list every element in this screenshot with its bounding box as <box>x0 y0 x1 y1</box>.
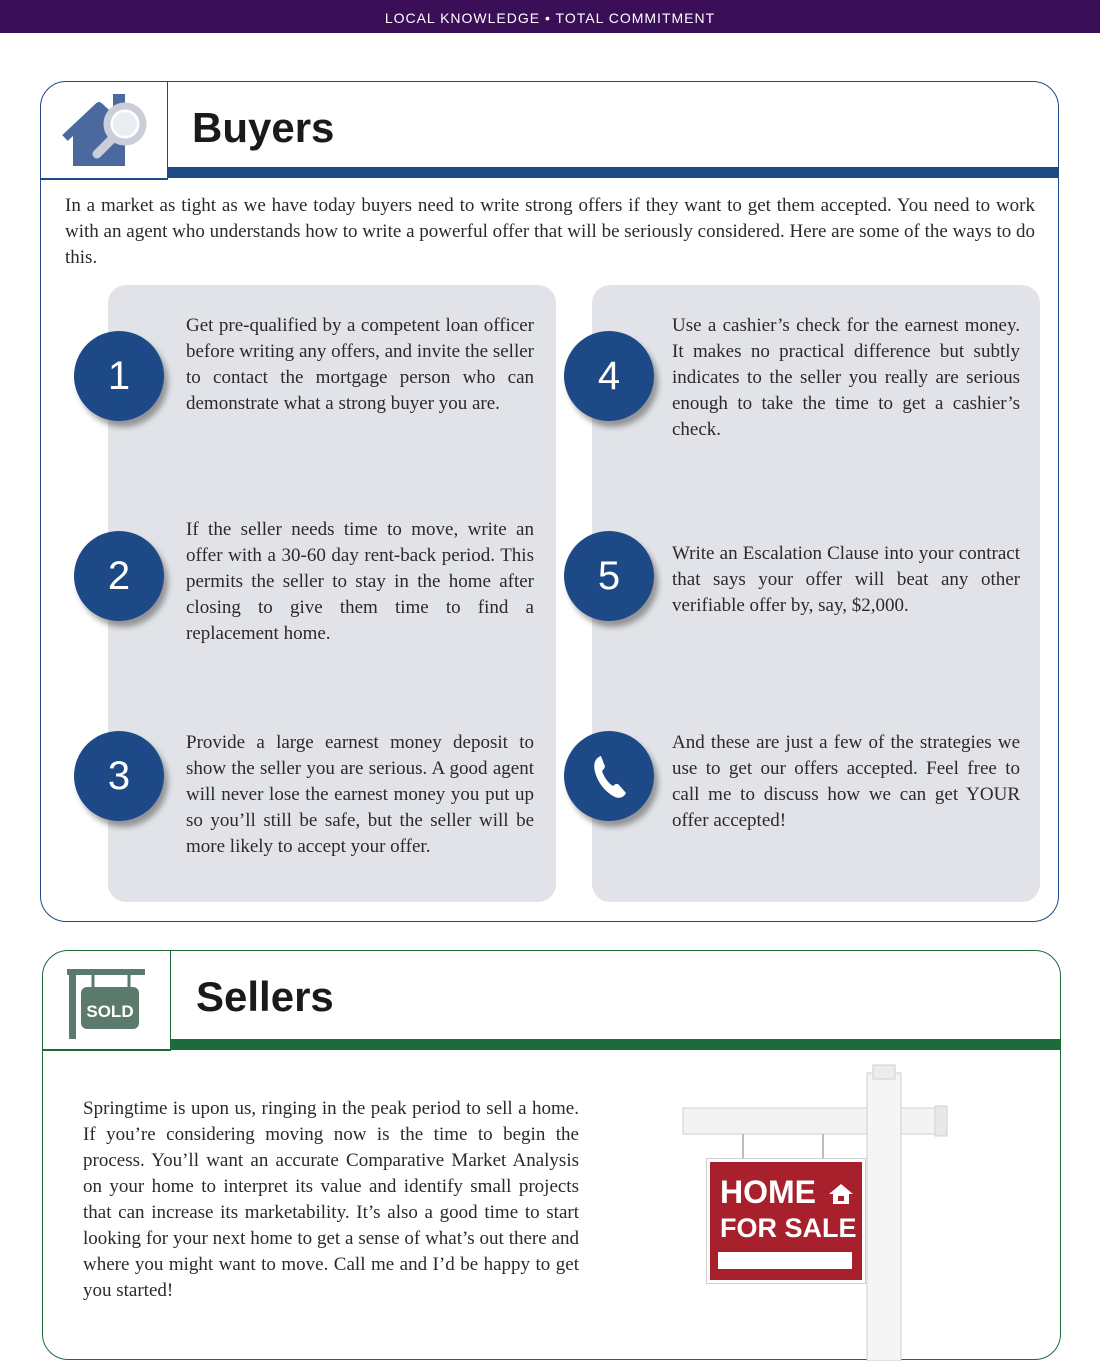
step-1-text: Get pre-qualified by a competent loan officer before writing any offers, and invite the seller to contact the mortgage person who can demonstrate what a strong buyer you are. <box>186 315 534 414</box>
step-4-text: Use a cashier’s check for the earnest money. It makes no practical difference but subtly indicates to the seller you really are serious enough to take the time to get a cashier’s check. <box>672 315 1020 440</box>
buyers-panel-left <box>108 285 556 902</box>
buyers-title: Buyers <box>192 104 335 151</box>
home-for-sale-sign <box>673 1061 963 1361</box>
buyers-rule-thick <box>168 167 1059 178</box>
sign-for-sale-text: FOR SALE <box>720 1213 857 1243</box>
buyers-panel-right <box>592 285 1040 902</box>
sellers-icon-box <box>43 951 171 1049</box>
step-1-badge: 1 <box>74 331 164 421</box>
sellers-title: Sellers <box>196 973 334 1020</box>
buyers-section <box>40 81 1059 922</box>
top-banner: LOCAL KNOWLEDGE • TOTAL COMMITMENT <box>0 0 1100 33</box>
sellers-text: Springtime is upon us, ringing in the peak period to sell a home. If you’re considering moving now is the time to begin the process. You’ll want an accurate Comparative Market Analysis on your home to interpret its value and identify small projects that can increase its marketability. It’s also a good time to start looking for your next home to get a sense of what’s out there and where you might want to move. Call me and I’d be happy to get you started! <box>83 1098 579 1301</box>
small-house-icon <box>828 1182 854 1206</box>
phone-icon <box>589 752 629 800</box>
buyers-rule-thin <box>41 178 168 180</box>
sellers-rule-thin <box>43 1049 171 1051</box>
house-magnifier-icon <box>41 82 168 178</box>
sold-sign-icon <box>43 951 171 1049</box>
sold-label: SOLD <box>86 1002 134 1021</box>
sign-board <box>707 1159 865 1283</box>
sign-blank-bar <box>718 1252 852 1269</box>
phone-badge <box>564 731 654 821</box>
step-5-text: Write an Escalation Clause into your contract that says your offer will beat any other verifiable offer by, say, $2,000. <box>672 543 1020 616</box>
buyers-intro: In a market as tight as we have today buyers need to write strong offers if they want to get them accepted. You need to work with an agent who understands how to write a powerful offer that will be seriously considered. Here are some of the ways to do this. <box>65 195 1035 268</box>
step-2-text: If the seller needs time to move, write an offer with a 30-60 day rent-back period. This permits the seller to stay in the home after closing to give them time to find a replacement home. <box>186 519 534 644</box>
buyers-icon-box <box>41 82 168 178</box>
step-4-badge: 4 <box>564 331 654 421</box>
sign-home-text: HOME <box>720 1174 816 1210</box>
step-5-badge: 5 <box>564 531 654 621</box>
step-2-badge: 2 <box>74 531 164 621</box>
sellers-rule-thick <box>171 1039 1061 1050</box>
step-6-text: And these are just a few of the strategies we use to get our offers accepted. Feel free to call me to discuss how we can get YOUR offer accepted! <box>672 732 1020 831</box>
step-3-badge: 3 <box>74 731 164 821</box>
step-3-text: Provide a large earnest money deposit to show the seller you are serious. A good agent will never lose the earnest money you put up so you’ll still be safe, but the seller will be more likely to accept your offer. <box>186 732 534 857</box>
sellers-section <box>42 950 1061 1360</box>
